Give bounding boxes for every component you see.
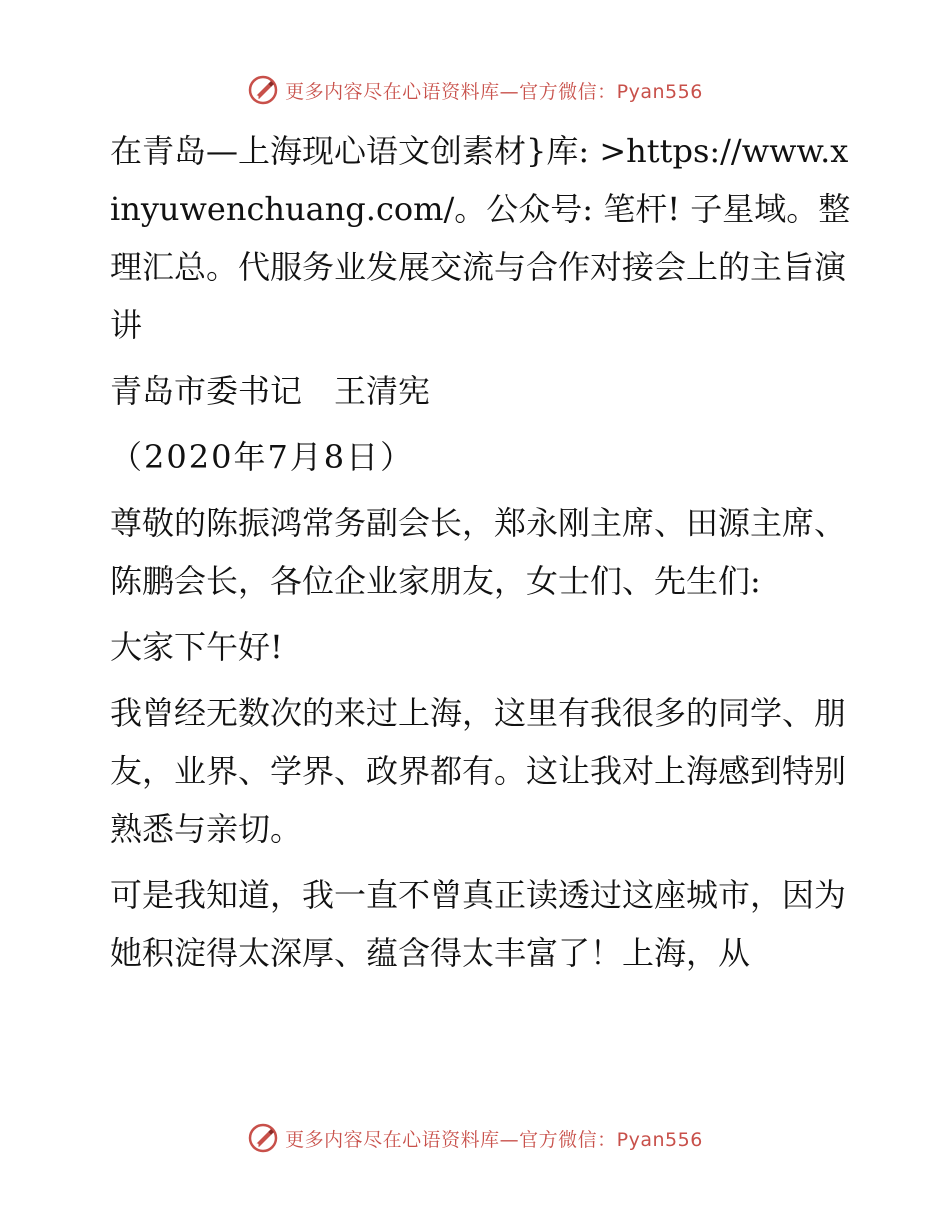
watermark-site-name: 更多内容尽在心语资料库	[285, 80, 500, 103]
paragraph-body-2: 可是我知道，我一直不曾真正读透过这座城市，因为她积淀得太深厚、蕴含得太丰富了！上海，从	[110, 876, 847, 972]
watermark-wechat: 官方微信：Pyan556	[519, 1128, 703, 1151]
paragraph-salutation: 尊敬的陈振鸿常务副会长，郑永刚主席、田源主席、陈鹏会长，各位企业家朋友，女士们、先生们:	[110, 504, 847, 600]
paragraph-date: （2020年7月8日）	[110, 438, 415, 476]
watermark-dash: —	[499, 1128, 520, 1151]
watermark-text	[285, 77, 703, 104]
watermark-site-name: 更多内容尽在心语资料库	[285, 1128, 500, 1151]
watermark-text	[285, 1125, 703, 1152]
paragraph-title: 在青岛—上海现心语文创素材}库: >https://www.xinyuwenchuang.com/。公众号: 笔杆! 子星域。整理汇总。代服务业发展交流与合作对接会上的主旨演讲	[110, 132, 851, 344]
paragraph-body-1: 我曾经无数次的来过上海，这里有我很多的同学、朋友，业界、学界、政界都有。这让我对上海感到特别熟悉与亲切。	[110, 694, 847, 848]
document-body	[98, 122, 858, 982]
pen-seal-logo-icon	[247, 74, 279, 106]
watermark-dash: —	[499, 80, 520, 103]
paragraph-author: 青岛市委书记 王清宪	[110, 372, 431, 410]
footer-watermark-banner	[0, 1118, 950, 1158]
watermark-wechat: 官方微信：Pyan556	[519, 80, 703, 103]
pen-seal-logo-icon	[247, 1122, 279, 1154]
header-watermark-banner	[0, 70, 950, 110]
paragraph-greeting: 大家下午好!	[110, 628, 283, 666]
